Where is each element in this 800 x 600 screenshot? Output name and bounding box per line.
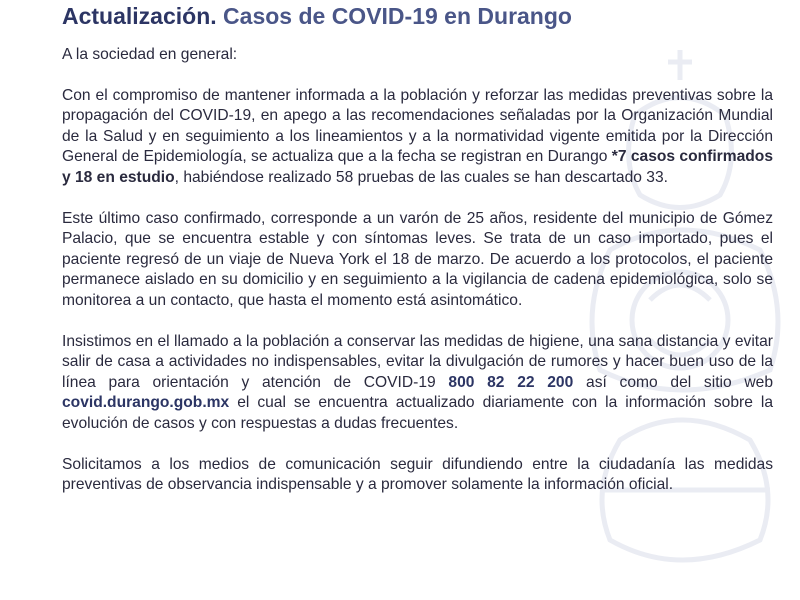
greeting: A la sociedad en general: xyxy=(62,46,238,63)
paragraph-text: Insistimos en el llamado a la población a conservar las medidas de higiene, una sana distancia y evitar salir de casa a actividades no indispensables, evitar la divulgación de rumores y hacer buen uso de la línea para orientación y atención de COVID-19 xyxy=(62,332,773,391)
case-count-highlight: *7 casos confirmados y 18 en estudio xyxy=(62,148,773,186)
paragraph-case-count xyxy=(62,86,773,189)
paragraph-media-request: Solicitamos a los medios de comunicación seguir difundiendo entre la ciudadanía las medidas preventivas de observancia indispensable y a promover solamente la información oficial. xyxy=(62,455,773,494)
page-title xyxy=(62,0,773,31)
paragraph-recommendations xyxy=(62,332,773,435)
title-bold: Actualización. xyxy=(62,3,217,29)
paragraph-new-case: Este último caso confirmado, corresponde a un varón de 25 años, residente del municipio de Gómez Palacio, que se encuentra estable y con síntomas leves. Se trata de un caso importado, pues el paciente regresó de un viaje de Nueva York el 18 de marzo. De acuerdo a los protocolos, el paciente permanece aislado en su domicilio y en seguimiento a la vigilancia de cadena epidemiológica, solo se monitorea a un contacto, que hasta el momento está asintomático. xyxy=(62,209,773,309)
title-light: Casos de COVID-19 en Durango xyxy=(216,3,572,29)
website-link[interactable]: covid.durango.gob.mx xyxy=(62,394,230,412)
paragraph-text: Con el compromiso de mantener informada a la población y reforzar las medidas preventivas sobre la propagación del COVID-19, en apego a las recomendaciones señaladas por la Organización Mundial de la Salud y en seguimiento a los lineamientos y a la normatividad vigente emitida por la Dirección General de Epidemiología, se actualiza que a la fecha se registran en Durango xyxy=(62,86,773,166)
paragraph-text: el cual se encuentra actualizado diariamente con la información sobre la evolución de casos y con respuestas a dudas frecuentes. xyxy=(62,394,773,432)
press-release-body xyxy=(62,45,773,496)
paragraph-text: , habiéndose realizado 58 pruebas de las cuales se han descartado 33. xyxy=(174,168,668,186)
hotline-number: 800 82 22 200 xyxy=(448,373,574,391)
paragraph-text: así como del sitio web xyxy=(573,373,773,391)
press-release xyxy=(62,0,773,496)
